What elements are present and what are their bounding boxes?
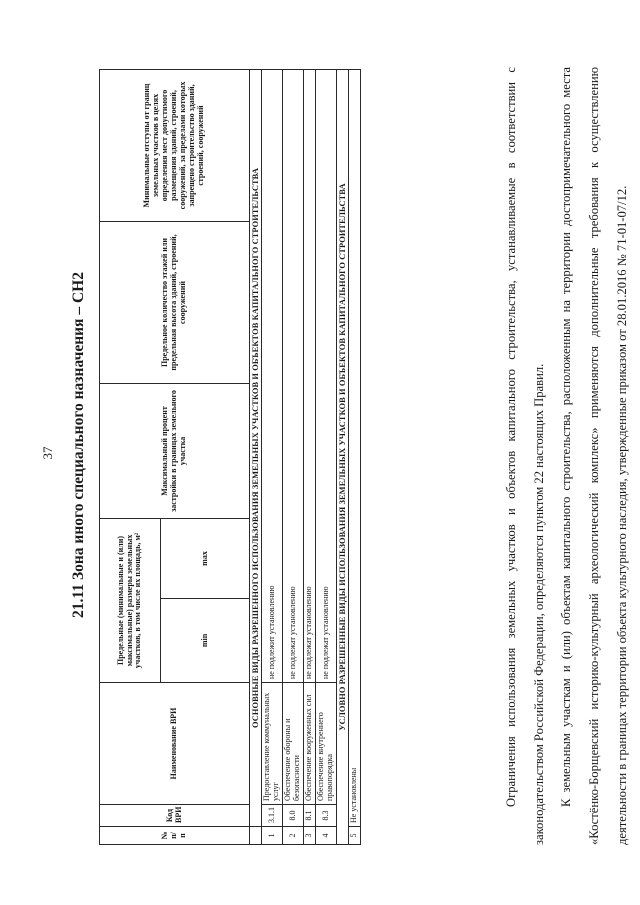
header-min: min xyxy=(161,599,250,683)
paragraph-heritage: К земельным участкам и (или) объектам капитального строительства, расположенным на территории достопримечательного места «Костёнко-Борщевский историко-культурный археологический комплекс» применяются дополнительные требования к осуществлению деятельности в границах территории объекта культурного наследия, утвержденные приказом от 28.01.2016 № 71-01-07/12. xyxy=(559,67,629,845)
row-code: 3.1.1 xyxy=(262,805,283,827)
section-conditional-header: УСЛОВНО РАЗРЕШЕННЫЕ ВИДЫ ИСПОЛЬЗОВАНИЯ ЗЕМЕЛЬНЫХ УЧАСТКОВ И ОБЪЕКТОВ КАПИТАЛЬНОГО СТРОИТЕЛЬСТВА xyxy=(337,70,349,845)
header-floors: Предельное количество этажей или предельная высота зданий, строений, сооружений xyxy=(100,222,250,384)
row-name: Обеспечение вооруженных сил xyxy=(304,683,316,805)
header-setbacks: Минимальные отступы от границ земельных участков в целях определения мест допустимого размещения зданий, строений, сооружений, за пределами которых запрещено строительство зданий, строений, сооружений xyxy=(100,70,250,222)
regulations-table xyxy=(99,69,361,845)
row-name: Обеспечение внутреннего правопорядка xyxy=(316,683,337,805)
table-row xyxy=(262,70,283,845)
row-value: не подлежат установлению xyxy=(304,70,316,683)
row-text: Не установлены xyxy=(349,70,361,827)
row-num: 2 xyxy=(283,827,304,845)
table-row xyxy=(283,70,304,845)
row-name: Обеспечение обороны и безопасности xyxy=(283,683,304,805)
section-main-header: ОСНОВНЫЕ ВИДЫ РАЗРЕШЕННОГО ИСПОЛЬЗОВАНИЯ ЗЕМЕЛЬНЫХ УЧАСТКОВ И ОБЪЕКТОВ КАПИТАЛЬНОГО СТРОИТЕЛЬСТВА xyxy=(250,70,262,827)
header-name: Наименование ВРИ xyxy=(100,683,250,805)
header-code: Код ВРИ xyxy=(100,805,250,827)
table-row xyxy=(304,70,316,845)
row-name: Предоставление коммунальных услуг xyxy=(262,683,283,805)
paragraph-restrictions: Ограничения использования земельных участков и объектов капитального строительства, устанавливаемые в соответствии с законодательством Российской Федерации, определяются пунктом 22 настоящих Правил. xyxy=(504,67,546,845)
section-title: 21.11 Зона иного специального назначения – СН2 xyxy=(70,272,87,618)
header-coverage: Максимальный процент застройки в границах земельного участка xyxy=(100,384,250,519)
header-num: № п/п xyxy=(100,827,250,845)
header-max: max xyxy=(161,519,250,599)
table-row xyxy=(316,70,337,845)
row-code: 8.3 xyxy=(316,805,337,827)
row-code: 8.0 xyxy=(283,805,304,827)
row-num: 3 xyxy=(304,827,316,845)
row-value: не подлежат установлению xyxy=(316,70,337,683)
header-area: Предельные (минимальные и (или) максимальные) размеры земельных участков, в том числе их площадь, м² xyxy=(100,519,161,683)
row-num: 1 xyxy=(262,827,283,845)
row-value: не подлежит установлению xyxy=(262,70,283,683)
table-row xyxy=(349,70,361,845)
page-number: 37 xyxy=(40,446,55,460)
row-value: не подлежат установлению xyxy=(283,70,304,683)
row-num: 5 xyxy=(349,827,361,845)
row-num: 4 xyxy=(316,827,337,845)
row-code: 8.1 xyxy=(304,805,316,827)
